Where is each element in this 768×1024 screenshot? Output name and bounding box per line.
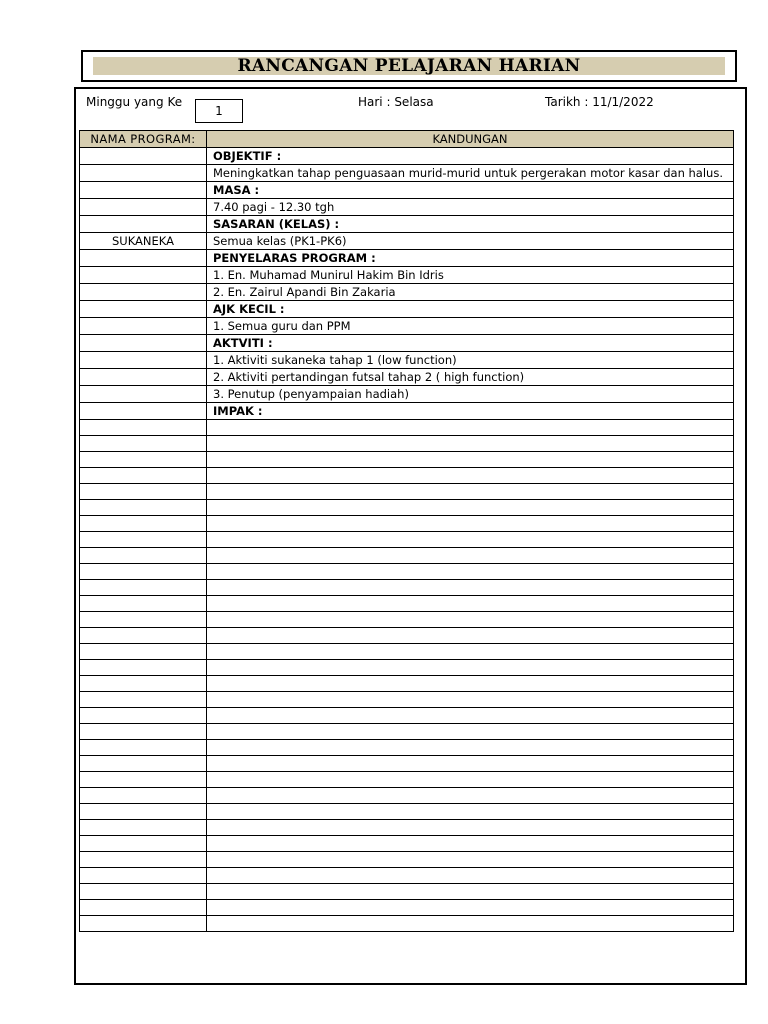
- program-cell: [80, 820, 207, 836]
- program-cell: [80, 564, 207, 580]
- content-cell: [207, 628, 734, 644]
- program-cell: [80, 352, 207, 369]
- program-cell: [80, 724, 207, 740]
- table-row: [80, 548, 734, 564]
- content-cell: [207, 804, 734, 820]
- content-cell: [207, 852, 734, 868]
- content-cell: [207, 820, 734, 836]
- program-cell: [80, 250, 207, 267]
- content-cell: Semua kelas (PK1-PK6): [207, 233, 734, 250]
- program-cell: [80, 403, 207, 420]
- program-cell: [80, 628, 207, 644]
- table-row: [80, 900, 734, 916]
- program-cell: [80, 660, 207, 676]
- table-row: [80, 500, 734, 516]
- content-cell: MASA :: [207, 182, 734, 199]
- program-cell: [80, 335, 207, 352]
- program-cell: [80, 484, 207, 500]
- content-cell: [207, 548, 734, 564]
- table-row: [80, 644, 734, 660]
- content-cell: [207, 724, 734, 740]
- table-row: [80, 596, 734, 612]
- table-body: [80, 148, 734, 932]
- program-cell: [80, 420, 207, 436]
- table-row: [80, 386, 734, 403]
- table-row: [80, 318, 734, 335]
- program-cell: [80, 165, 207, 182]
- table-header-row: [80, 131, 734, 148]
- content-cell: [207, 580, 734, 596]
- table-row: [80, 267, 734, 284]
- content-cell: AKTVITI :: [207, 335, 734, 352]
- content-cell: [207, 564, 734, 580]
- program-cell: [80, 692, 207, 708]
- table-row: [80, 352, 734, 369]
- table-row: [80, 916, 734, 932]
- program-cell: [80, 284, 207, 301]
- table-row: [80, 740, 734, 756]
- week-value: 1: [215, 104, 223, 118]
- table-row: [80, 564, 734, 580]
- program-cell: [80, 756, 207, 772]
- content-cell: [207, 916, 734, 932]
- table-row: [80, 884, 734, 900]
- table-row: [80, 772, 734, 788]
- content-cell: 1. Aktiviti sukaneka tahap 1 (low function): [207, 352, 734, 369]
- lesson-plan-table: [79, 130, 734, 932]
- content-cell: [207, 788, 734, 804]
- table-row: [80, 233, 734, 250]
- table-row: [80, 165, 734, 182]
- week-label: Minggu yang Ke: [86, 95, 183, 109]
- content-cell: [207, 708, 734, 724]
- program-cell: [80, 468, 207, 484]
- column-header-program: NAMA PROGRAM:: [80, 131, 207, 148]
- content-cell: [207, 436, 734, 452]
- table-row: [80, 468, 734, 484]
- table-row: [80, 148, 734, 165]
- program-cell: [80, 708, 207, 724]
- table-row: [80, 660, 734, 676]
- program-cell: [80, 836, 207, 852]
- table-row: [80, 724, 734, 740]
- content-cell: [207, 420, 734, 436]
- program-cell: [80, 386, 207, 403]
- content-cell: [207, 836, 734, 852]
- program-cell: [80, 596, 207, 612]
- column-header-content: KANDUNGAN: [207, 131, 734, 148]
- content-cell: [207, 868, 734, 884]
- program-cell: [80, 500, 207, 516]
- table-row: [80, 852, 734, 868]
- program-cell: [80, 267, 207, 284]
- content-cell: [207, 500, 734, 516]
- program-cell: [80, 548, 207, 564]
- table-row: [80, 369, 734, 386]
- content-cell: [207, 740, 734, 756]
- content-cell: [207, 612, 734, 628]
- program-cell: [80, 301, 207, 318]
- table-row: [80, 403, 734, 420]
- program-cell: [80, 182, 207, 199]
- table-row: [80, 199, 734, 216]
- table-row: [80, 532, 734, 548]
- program-cell: [80, 900, 207, 916]
- content-cell: Meningkatkan tahap penguasaan murid-murid untuk pergerakan motor kasar dan halus.: [207, 165, 734, 182]
- program-cell: [80, 612, 207, 628]
- table-row: [80, 452, 734, 468]
- program-cell: [80, 788, 207, 804]
- page-title: RANCANGAN PELAJARAN HARIAN: [93, 57, 725, 75]
- table-row: [80, 708, 734, 724]
- program-cell: [80, 884, 207, 900]
- table-row: [80, 284, 734, 301]
- content-cell: [207, 772, 734, 788]
- program-cell: [80, 532, 207, 548]
- table-row: [80, 788, 734, 804]
- title-box: [81, 50, 737, 82]
- content-cell: 2. Aktiviti pertandingan futsal tahap 2 ( high function): [207, 369, 734, 386]
- table-row: [80, 301, 734, 318]
- content-cell: IMPAK :: [207, 403, 734, 420]
- program-cell: [80, 452, 207, 468]
- table-row: [80, 182, 734, 199]
- table-row: [80, 836, 734, 852]
- program-cell: [80, 676, 207, 692]
- program-cell: SUKANEKA: [80, 233, 207, 250]
- program-cell: [80, 318, 207, 335]
- table-row: [80, 868, 734, 884]
- content-cell: 2. En. Zairul Apandi Bin Zakaria: [207, 284, 734, 301]
- content-cell: [207, 756, 734, 772]
- content-cell: 1. En. Muhamad Munirul Hakim Bin Idris: [207, 267, 734, 284]
- content-cell: [207, 900, 734, 916]
- content-cell: 3. Penutup (penyampaian hadiah): [207, 386, 734, 403]
- content-cell: [207, 692, 734, 708]
- program-cell: [80, 580, 207, 596]
- day-label: Hari : Selasa: [358, 95, 434, 109]
- content-cell: [207, 452, 734, 468]
- content-cell: [207, 596, 734, 612]
- table-row: [80, 250, 734, 267]
- content-cell: [207, 884, 734, 900]
- content-cell: [207, 516, 734, 532]
- content-cell: [207, 468, 734, 484]
- content-cell: [207, 676, 734, 692]
- program-cell: [80, 772, 207, 788]
- table-row: [80, 820, 734, 836]
- table-row: [80, 804, 734, 820]
- program-cell: [80, 216, 207, 233]
- table-row: [80, 516, 734, 532]
- table-row: [80, 335, 734, 352]
- program-cell: [80, 740, 207, 756]
- content-cell: [207, 644, 734, 660]
- program-cell: [80, 369, 207, 386]
- content-cell: 7.40 pagi - 12.30 tgh: [207, 199, 734, 216]
- table-row: [80, 692, 734, 708]
- content-cell: [207, 532, 734, 548]
- date-label: Tarikh : 11/1/2022: [545, 95, 654, 109]
- program-cell: [80, 516, 207, 532]
- table-row: [80, 420, 734, 436]
- content-cell: AJK KECIL :: [207, 301, 734, 318]
- content-cell: PENYELARAS PROGRAM :: [207, 250, 734, 267]
- program-cell: [80, 199, 207, 216]
- table-row: [80, 484, 734, 500]
- program-cell: [80, 852, 207, 868]
- table-row: [80, 676, 734, 692]
- table-row: [80, 612, 734, 628]
- table-row: [80, 756, 734, 772]
- program-cell: [80, 804, 207, 820]
- table-row: [80, 580, 734, 596]
- program-cell: [80, 868, 207, 884]
- content-cell: [207, 660, 734, 676]
- content-cell: 1. Semua guru dan PPM: [207, 318, 734, 335]
- table-row: [80, 628, 734, 644]
- content-cell: OBJEKTIF :: [207, 148, 734, 165]
- content-cell: [207, 484, 734, 500]
- week-value-box: [195, 99, 243, 123]
- program-cell: [80, 148, 207, 165]
- program-cell: [80, 436, 207, 452]
- program-cell: [80, 916, 207, 932]
- content-cell: SASARAN (KELAS) :: [207, 216, 734, 233]
- program-cell: [80, 644, 207, 660]
- table-row: [80, 436, 734, 452]
- table-row: [80, 216, 734, 233]
